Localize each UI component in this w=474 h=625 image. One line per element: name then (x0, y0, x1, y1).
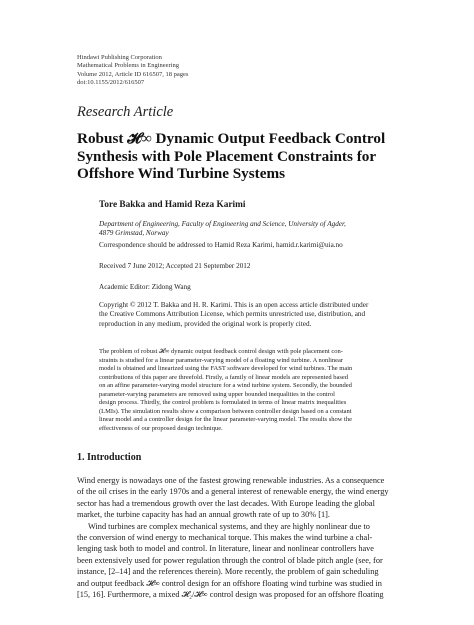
doi-line: doi:10.1155/2012/616507 (77, 78, 145, 86)
copyright-line: reproduction in any medium, provided the original work is properly cited. (99, 319, 312, 328)
abstract (99, 348, 416, 433)
copyright-line: the Creative Commons Attribution License, which permits unrestricted use, distribution, and (99, 310, 366, 319)
title-line: Robust 𝓗∞ Dynamic Output Feedback Control (77, 130, 386, 147)
section-heading: 1. Introduction (77, 452, 142, 463)
abstract-line: model is obtained and linearized using the FAST software developed for wind turbines. The main (99, 365, 353, 372)
body-line: [15, 16]. Furthermore, a mixed 𝓗₂/𝓗∞ control design was proposed for an offshore floating (77, 590, 384, 600)
correspondence: Correspondence should be addressed to Hamid Reza Karimi, hamid.r.karimi@uia.no (99, 241, 343, 249)
journal-name: Mathematical Problems in Engineering (77, 62, 179, 70)
title-line: Synthesis with Pole Placement Constraints for (77, 147, 377, 165)
article-type: Research Article (77, 104, 174, 120)
abstract-line: parameter-varying parameters are removed using upper bounded inequalities in the control (99, 390, 335, 398)
body-line: Wind turbines are complex mechanical systems, and they are highly nonlinear due to (88, 521, 370, 531)
body-line: instance, [2–14] and the references therein). More recently, the problem of gain scheduling (77, 567, 379, 577)
journal-header (77, 54, 188, 87)
authors: Tore Bakka and Hamid Reza Karimi (99, 200, 246, 210)
abstract-line: design process. Thirdly, the control problem is formulated in terms of linear matrix inequalities (99, 399, 347, 406)
affiliation (99, 220, 346, 239)
body-line: Wind energy is nowadays one of the fastest growing renewable industries. As a consequence (77, 476, 385, 485)
body-line: the conversion of wind energy to mechanical torque. This makes the wind turbine a chal- (77, 533, 373, 543)
academic-editor: Academic Editor: Zidong Wang (99, 283, 191, 291)
body-line: been extensively used for power regulation through the control of blade pitch angle (see, for (77, 555, 383, 565)
body-line: and output feedback 𝓗∞ control design for an offshore floating wind turbine was studied in (77, 578, 382, 588)
introduction-body (77, 475, 399, 600)
abstract-line: effectiveness of our proposed design technique. (99, 424, 223, 432)
abstract-line: The problem of robust 𝓗∞ dynamic output feedback control design with pole placement con- (99, 348, 343, 355)
publisher-line: Hindawi Publishing Corporation (77, 54, 162, 61)
abstract-line: linear model and a controller design for the linear parameter-varying model. The results show the (99, 416, 352, 423)
body-line: of the oil crises in the early 1970s and a general interest of renewable energy, the wind energy (77, 487, 389, 497)
copyright-line: Copyright © 2012 T. Bakka and H. R. Karimi. This is an open access article distributed under (99, 301, 369, 309)
body-line: market, the turbine capacity has had an annual growth rate of up to 30% [1]. (77, 510, 330, 520)
abstract-line: contributions of this paper are threefold. Firstly, a family of linear models are represented based (99, 373, 349, 381)
affiliation-line: 4879 Grimstad, Norway (99, 229, 169, 238)
affiliation-line: Department of Engineering, Faculty of Engineering and Science, University of Agder, (99, 220, 346, 228)
received-dates: Received 7 June 2012; Accepted 21 September 2012 (99, 262, 251, 270)
paper-title (77, 130, 407, 183)
abstract-line: straints is studied for a linear parameter-varying model of a floating wind turbine. A nonlinear (99, 356, 344, 364)
volume-line: Volume 2012, Article ID 616507, 18 pages (77, 70, 189, 78)
body-line: sector has had a tremendous growth over the last decades. With Europe leading the global (77, 498, 375, 508)
copyright-notice (99, 301, 416, 329)
title-line: Offshore Wind Turbine Systems (77, 165, 286, 182)
abstract-line: (LMIs). The simulation results show a comparison between controller design based on a constant (99, 407, 352, 415)
body-line: lenging task both to model and control. In literature, linear and nonlinear controllers have (77, 544, 374, 554)
abstract-line: on an affine parameter-varying model structure for a wind turbine system. Secondly, the bounded (99, 382, 352, 389)
